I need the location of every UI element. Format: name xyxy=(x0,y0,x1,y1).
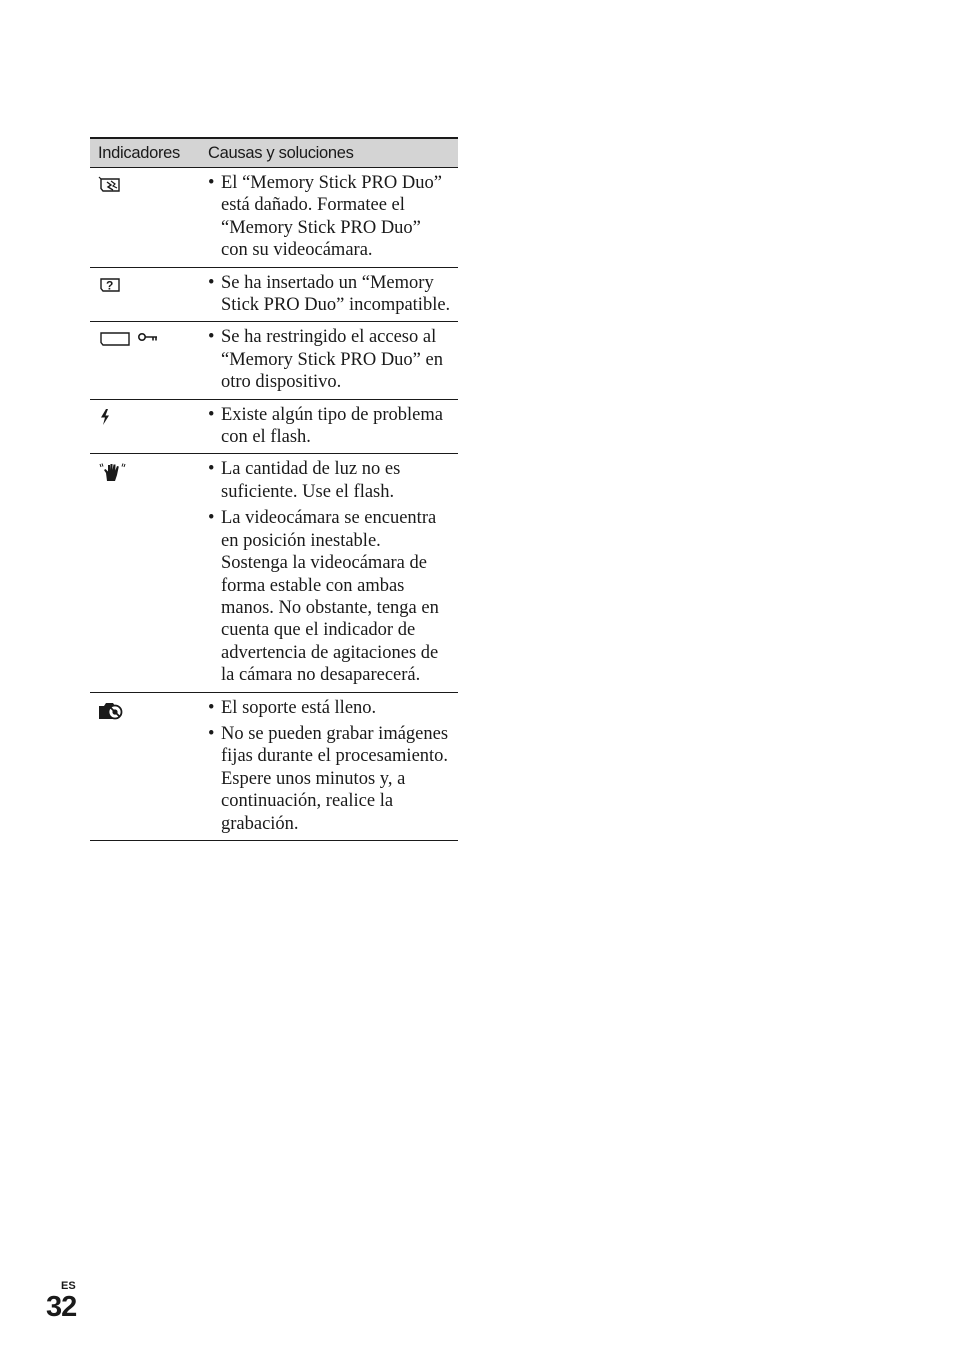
list-item: • La videocámara se encuentra en posición inestable. Sostenga la videocámara de forma estable con ambas manos. No obstante, tenga en cuenta que el indicador de advertencia de agitaciones de la cámara no desaparecerá. xyxy=(208,508,439,686)
table-header xyxy=(90,139,458,168)
list-item: • Se ha insertado un “Memory Stick PRO Duo” incompatible. xyxy=(208,272,451,316)
table-row xyxy=(90,400,458,455)
header-indicators: Indicadores xyxy=(98,143,181,162)
list-item: • Existe algún tipo de problema con el flash. xyxy=(208,404,443,448)
still-image-recording-prohibited-icon xyxy=(90,697,208,717)
page-number-value: 32 xyxy=(46,1291,77,1323)
list-item: • La cantidad de luz no es suficiente. Use el flash. xyxy=(208,459,401,502)
table-row xyxy=(90,322,458,399)
list-item: • El soporte está lleno. xyxy=(208,697,377,718)
header-causes: Causas y soluciones xyxy=(208,143,354,162)
camera-shake-warning-icon xyxy=(90,458,208,478)
list-item: • No se pueden grabar imágenes fijas durante el procesamiento. Espere unos minutos y, a continuación, realice la grabación. xyxy=(208,723,449,834)
page-number xyxy=(46,1280,76,1322)
svg-text:?: ? xyxy=(106,278,114,293)
table-row xyxy=(90,693,458,841)
list-item: • El “Memory Stick PRO Duo” está dañado. Formatee el “Memory Stick PRO Duo” con su videocámara. xyxy=(208,173,442,261)
flash-icon xyxy=(90,404,208,424)
language-code: ES xyxy=(61,1280,76,1292)
indicators-table xyxy=(90,137,458,841)
table-row xyxy=(90,454,458,692)
table-row xyxy=(90,168,458,268)
table-row xyxy=(90,268,458,323)
memory-stick-incompatible-icon xyxy=(90,272,208,292)
memory-stick-locked-key-icon xyxy=(90,326,208,346)
list-item: • Se ha restringido el acceso al “Memory Stick PRO Duo” en otro dispositivo. xyxy=(208,327,443,393)
memory-stick-damaged-icon xyxy=(90,172,208,192)
